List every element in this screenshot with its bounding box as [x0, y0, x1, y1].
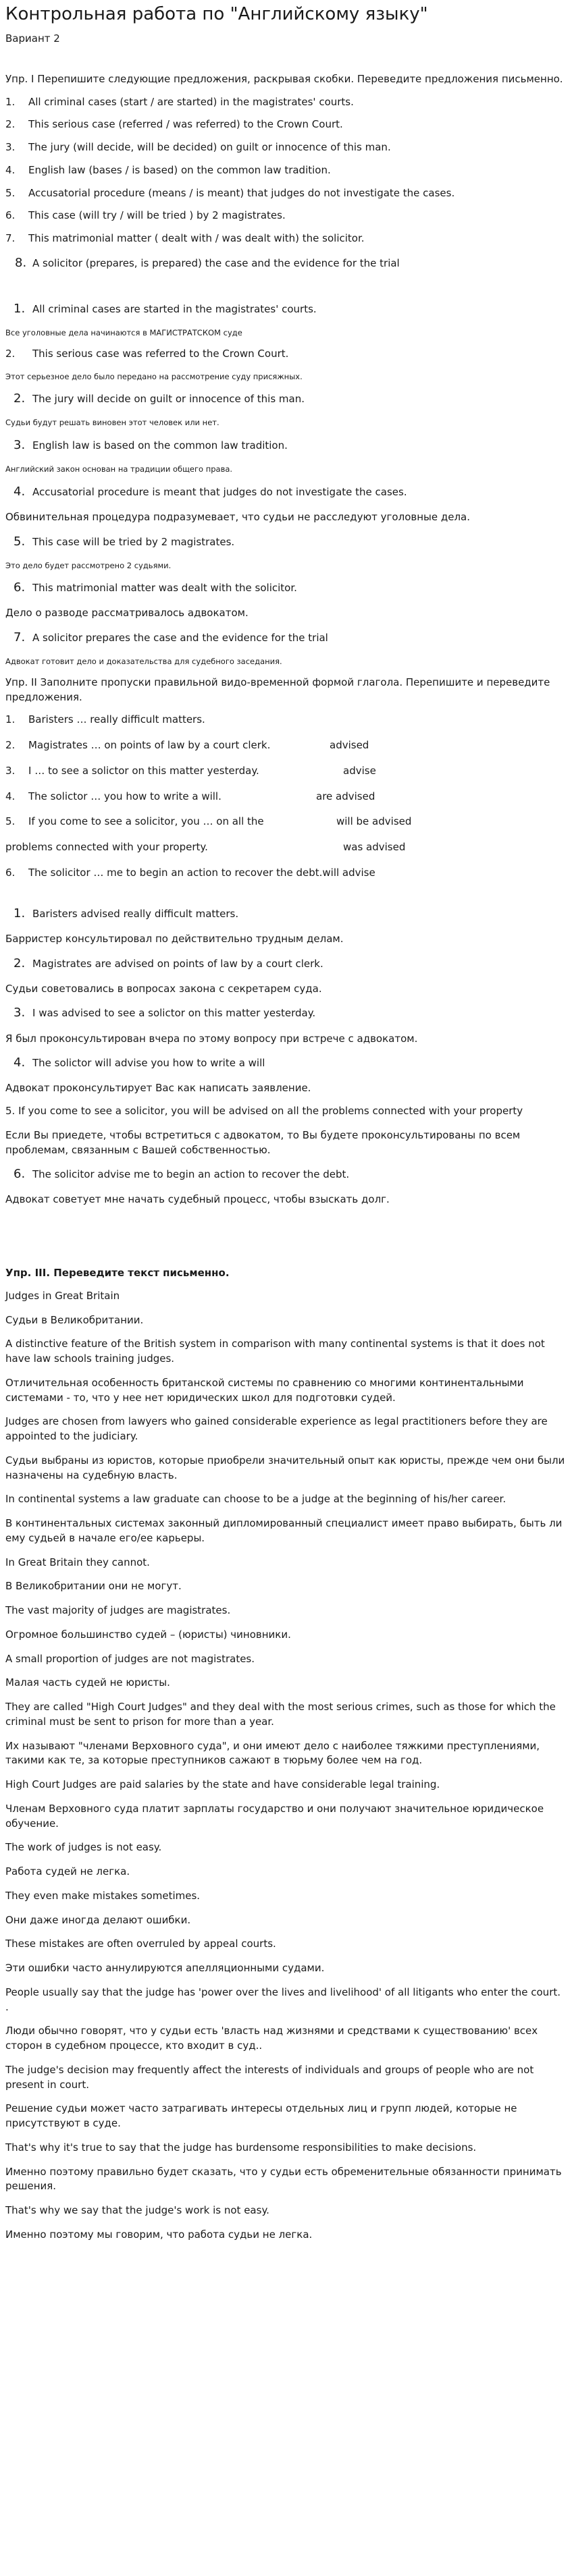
item-number: 2. [5, 118, 16, 131]
item-number: 4. [5, 790, 16, 802]
english-paragraph: That's why it's true to say that the judge has burdensome responsibilities to make decisions. [5, 2141, 477, 2154]
list-item [5, 95, 565, 110]
english-paragraph: A small proportion of judges are not magistrates. [5, 1652, 255, 1665]
answer-english: The solicitor advise me to begin an action to recover the debt. [32, 1168, 350, 1181]
english-paragraph: They even make mistakes sometimes. [5, 1889, 201, 1902]
item-text: English law (bases / is based) on the common law tradition. [28, 163, 331, 176]
answer-english: English law is based on the common law tradition. [32, 439, 288, 451]
answer-sentence [5, 1104, 565, 1119]
russian-paragraph: В континентальных системах законный дипломированный специалист имеет право выбирать, быть ли ему судьей в начале его/ее карьеры. [5, 1517, 563, 1544]
english-paragraph: In continental systems a law graduate can choose to be a judge at the beginning of his/her career. [5, 1493, 506, 1506]
russian-paragraph: Судьи выбраны из юристов, которые приобрели значительный опыт как юристы, прежде чем они были назначены на судебную власть. [5, 1454, 565, 1481]
answer-english: This matrimonial matter was dealt with the solicitor. [32, 582, 297, 595]
verb-option: advise [343, 764, 376, 777]
english-paragraph: High Court Judges are paid salaries by the state and have considerable legal training. [5, 1778, 440, 1791]
list-item [5, 866, 565, 881]
answer-translation: Если Вы приедете, чтобы встретиться с адвокатом, то Вы будете проконсультированы по всем проблемам, связанным с Вашей собственностью. [5, 1128, 521, 1156]
spacer [5, 1215, 565, 1266]
item-text: This serious case (referred / was referred) to the Crown Court. [28, 118, 343, 131]
english-paragraph: In Great Britain they cannot. [5, 1556, 150, 1568]
item-number: 6. [5, 209, 16, 222]
list-item [5, 163, 565, 178]
verb-option: will be advised [336, 815, 412, 828]
russian-paragraph: Именно поэтому правильно будет сказать, что у судьи есть обременительные обязанности принимать решения. [5, 2165, 562, 2193]
item-number: 1. [14, 302, 26, 317]
list-item-continued [5, 840, 565, 855]
ex2-items [5, 713, 565, 880]
item-text: Magistrates … on points of law by a court clerk. [28, 739, 271, 752]
answer-translation: Адвокат советует мне начать судебный процесс, чтобы взыскать долг. [5, 1193, 390, 1206]
variant-label: Вариант 2 [5, 32, 60, 45]
list-item [5, 186, 565, 201]
item-number: 8. [15, 255, 27, 270]
item-text: All criminal cases (start / are started) in the magistrates' courts. [28, 95, 354, 108]
answer-english: All criminal cases are started in the magistrates' courts. [32, 303, 317, 316]
answer-sentence [5, 390, 565, 408]
list-item [5, 790, 565, 804]
item-number: 7. [5, 232, 16, 245]
item-number: 6. [14, 580, 26, 595]
item-number: 6. [5, 866, 16, 879]
item-number: 5. [14, 534, 26, 549]
answer-sentence [5, 1004, 565, 1022]
answer-sentence [5, 533, 565, 551]
answer-english: The jury will decide on guilt or innocence of this man. [32, 393, 305, 406]
ex3-text [5, 1289, 565, 2243]
answer-sentence [5, 629, 565, 647]
russian-paragraph: Малая часть судей не юристы. [5, 1676, 170, 1689]
answer-translation: Барристер консультировал по действительно трудным делам. [5, 932, 344, 945]
russian-paragraph: Судьи в Великобритании. [5, 1313, 144, 1326]
answer-sentence [5, 483, 565, 501]
ex3-heading: Упр. III. Переведите текст письменно. [5, 1267, 230, 1280]
item-number: 7. [14, 630, 26, 645]
russian-paragraph: Эти ошибки часто аннулируются апелляционными судами. [5, 1962, 325, 1975]
answer-translation: Обвинительная процедура подразумевает, что судьи не расследуют уголовные дела. [5, 510, 471, 523]
document-title: Контрольная работа по "Английскому языку" [5, 4, 428, 24]
answer-translation: Судьи будут решать виновен этот человек или нет. [5, 418, 219, 428]
item-text: A solicitor (prepares, is prepared) the case and the evidence for the trial [32, 256, 400, 269]
item-number: 4. [14, 484, 26, 499]
spacer [5, 892, 565, 905]
list-item [5, 815, 565, 829]
verb-option: are advised [316, 790, 375, 802]
answer-sentence [5, 1054, 565, 1072]
answer-english: 5. If you come to see a solicitor, you will be advised on all the problems connected with your property [5, 1105, 523, 1118]
answer-translation: Судьи советовались в вопросах закона с секретарем суда. [5, 982, 322, 995]
russian-paragraph: Именно поэтому мы говорим, что работа судьи не легка. [5, 2228, 313, 2241]
english-paragraph: Judges are chosen from lawyers who gained considerable experience as legal practitioners before they are appointed to the judiciary. [5, 1415, 548, 1443]
english-paragraph: The vast majority of judges are magistrates. [5, 1604, 231, 1617]
item-text: The solictor … you how to write a will. [28, 790, 222, 802]
item-number: 5. [5, 186, 16, 199]
item-text: If you come to see a solicitor, you … on all the [28, 815, 264, 828]
item-number: 2. [5, 347, 16, 360]
answer-translation: Дело о разводе рассматривалось адвокатом. [5, 607, 249, 620]
english-paragraph: The judge's decision may frequently affect the interests of individuals and groups of people who are not present in court. [5, 2063, 534, 2091]
russian-paragraph: Работа судей не легка. [5, 1865, 130, 1878]
item-number: 4. [5, 163, 16, 176]
list-item [5, 713, 565, 728]
spacer [5, 280, 565, 300]
answer-sentence [5, 579, 565, 597]
answer-sentence [5, 1166, 565, 1183]
item-number: 3. [14, 1006, 26, 1020]
answer-english: A solicitor prepares the case and the evidence for the trial [32, 632, 328, 645]
item-text: I … to see a solictor on this matter yesterday. [28, 764, 259, 777]
russian-paragraph: Решение судьи может часто затрагивать интересы отдельных лиц и групп людей, которые не присутствуют в суде. [5, 2102, 517, 2130]
ex1-answers [5, 300, 565, 667]
list-item [5, 117, 565, 132]
answer-sentence [5, 437, 565, 454]
item-text: Baristers … really difficult matters. [28, 713, 205, 726]
item-number: 1. [5, 95, 16, 108]
russian-paragraph: Огромное большинство судей – (юристы) чиновники. [5, 1628, 291, 1641]
answer-english: Magistrates are advised on points of law by a court clerk. [32, 957, 323, 970]
english-paragraph: The work of judges is not easy. [5, 1841, 162, 1854]
item-number: 1. [14, 906, 26, 921]
item-number: 1. [5, 713, 16, 726]
item-text: The jury (will decide, will be decided) on guilt or innocence of this man. [28, 141, 391, 154]
item-number: 2. [5, 739, 16, 752]
english-paragraph: A distinctive feature of the British system in comparison with many continental systems is that it does not have law schools training judges. [5, 1338, 545, 1365]
answer-english: I was advised to see a solictor on this matter yesterday. [32, 1007, 316, 1020]
answer-translation: Английский закон основан на традиции общего права. [5, 464, 233, 474]
answer-sentence [5, 955, 565, 972]
russian-paragraph: Они даже иногда делают ошибки. [5, 1913, 191, 1926]
answer-translation: Все уголовные дела начинаются в МАГИСТРАТСКОМ суде [5, 328, 242, 338]
russian-paragraph: Членам Верховного суда платит зарплаты государство и они получают значительное юридическое обучение. [5, 1802, 544, 1830]
item-number: 3. [14, 437, 26, 452]
list-item [5, 738, 565, 753]
russian-paragraph: Люди обычно говорят, что у судьи есть 'власть над жизнями и средствами к существованию' всех сторон в судебном процессе, кто входит в суд.. [5, 2025, 538, 2052]
answer-english: This case will be tried by 2 magistrates. [32, 535, 235, 548]
english-paragraph: They are called "High Court Judges" and they deal with the most serious crimes, such as those for which the criminal must be sent to prison for more than a year. [5, 1701, 556, 1728]
item-text: This matrimonial matter ( dealt with / was dealt with) the solicitor. [28, 232, 365, 245]
verb-option: advised [330, 739, 369, 752]
answer-translation: Адвокат проконсультирует Вас как написать заявление. [5, 1082, 311, 1095]
answer-english: Accusatorial procedure is meant that judges do not investigate the cases. [32, 485, 407, 498]
list-item [5, 764, 565, 779]
answer-translation: Этот серьезное дело было передано на рассмотрение суду присяжных. [5, 371, 303, 381]
item-number: 2. [14, 391, 26, 406]
answer-sentence [5, 905, 565, 923]
item-text: This case (will try / will be tried ) by 2 magistrates. [28, 209, 286, 222]
list-item [5, 254, 565, 272]
answer-translation: Адвокат готовит дело и доказательства для судебного заседания. [5, 657, 282, 667]
english-paragraph: People usually say that the judge has 'power over the lives and livelihood' of all litigants who enter the court. . [5, 1985, 561, 2013]
english-paragraph: Judges in Great Britain [5, 1289, 120, 1302]
item-number: 3. [5, 764, 16, 777]
item-number: 6. [14, 1167, 26, 1182]
answer-english: The solictor will advise you how to write a will [32, 1057, 265, 1070]
item-number: 3. [5, 141, 16, 154]
answer-english: Baristers advised really difficult matters. [32, 907, 239, 920]
ex1-instruction: Упр. I Перепишите следующие предложения, раскрывая скобки. Переведите предложения письменно. [5, 72, 563, 85]
english-paragraph: That's why we say that the judge's work is not easy. [5, 2204, 269, 2217]
answer-english: This serious case was referred to the Crown Court. [32, 347, 289, 360]
list-item [5, 231, 565, 246]
russian-paragraph: В Великобритании они не могут. [5, 1580, 182, 1593]
answer-sentence [5, 347, 565, 362]
answer-sentence [5, 300, 565, 318]
ex2-instruction: Упр. II Заполните пропуски правильной видо-временной формой глагола. Перепишите и переведите предложения. [5, 676, 550, 703]
item-text: problems connected with your property. [5, 841, 208, 854]
item-number: 5. [5, 815, 16, 828]
ex1-items [5, 95, 565, 272]
answer-translation: Я был проконсультирован вчера по этому вопросу при встрече с адвокатом. [5, 1032, 418, 1045]
russian-paragraph: Их называют "членами Верховного суда", и они имеют дело с наиболее тяжкими преступлениями, такими как те, за которые преступников сажают в тюрьму более чем на год. [5, 1739, 540, 1767]
item-text: Accusatorial procedure (means / is meant) that judges do not investigate the cases. [28, 186, 455, 199]
list-item [5, 140, 565, 155]
russian-paragraph: Отличительная особенность британской системы по сравнению со многими континентальными системами - то, что у нее нет юридических школ для подготовки судей. [5, 1376, 524, 1404]
ex2-answers [5, 905, 565, 1207]
item-number: 2. [14, 956, 26, 970]
item-number: 4. [14, 1056, 26, 1070]
list-item [5, 209, 565, 223]
verb-option: was advised [343, 841, 406, 854]
item-text: The solicitor … me to begin an action to recover the debt.will advise [28, 866, 375, 879]
answer-translation: Это дело будет рассмотрено 2 судьями. [5, 560, 172, 570]
english-paragraph: These mistakes are often overruled by appeal courts. [5, 1938, 276, 1950]
